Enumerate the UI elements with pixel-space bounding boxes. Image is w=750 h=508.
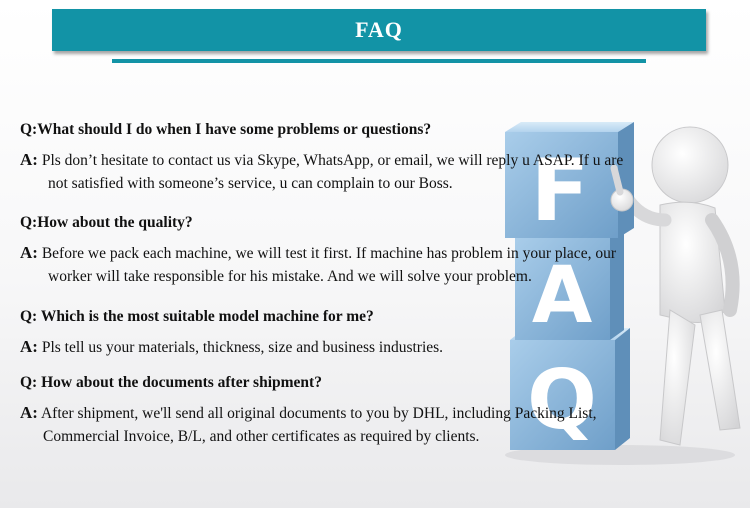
faq-answer-3 bbox=[20, 335, 443, 359]
page-title: FAQ bbox=[355, 17, 403, 42]
answer-text-line1: Pls don’t hesitate to contact us via Skype, WhatsApp, or email, we will reply u ASAP. If u are bbox=[37, 152, 624, 169]
answer-text-line1: Pls tell us your materials, thickness, size and business industries. bbox=[37, 339, 444, 356]
answer-tag: A: bbox=[20, 150, 38, 169]
faq-question-1: Q:What should I do when I have some problems or questions? bbox=[20, 121, 432, 138]
cube-letter-f: F bbox=[530, 141, 590, 241]
answer-tag: A: bbox=[20, 337, 38, 356]
answer-text-line2: worker will take responsible for his mistake. And we will solve your problem. bbox=[48, 268, 532, 285]
header-underline bbox=[112, 59, 646, 63]
answer-text-line1: Before we pack each machine, we will test it first. If machine has problem in your place, our bbox=[37, 245, 616, 262]
answer-tag: A: bbox=[20, 243, 38, 262]
faq-question-2: Q:How about the quality? bbox=[20, 214, 193, 231]
faq-header-banner bbox=[52, 9, 706, 51]
answer-text-line2: not satisfied with someone’s service, u can complain to our Boss. bbox=[48, 175, 453, 192]
faq-answer-2 bbox=[20, 241, 616, 288]
answer-tag: A: bbox=[20, 403, 38, 422]
answer-text-line1: After shipment, we'll send all original documents to you by DHL, including Packing List, bbox=[37, 405, 597, 422]
faq-answer-4 bbox=[20, 401, 597, 448]
faq-question-3: Q: Which is the most suitable model machine for me? bbox=[20, 308, 374, 325]
answer-text-line2: Commercial Invoice, B/L, and other certificates as required by clients. bbox=[43, 428, 480, 445]
faq-answer-1 bbox=[20, 148, 623, 195]
cube-letter-a: A bbox=[531, 251, 593, 341]
faq-question-4: Q: How about the documents after shipment? bbox=[20, 374, 322, 391]
cube-letter-q: Q bbox=[527, 353, 597, 448]
